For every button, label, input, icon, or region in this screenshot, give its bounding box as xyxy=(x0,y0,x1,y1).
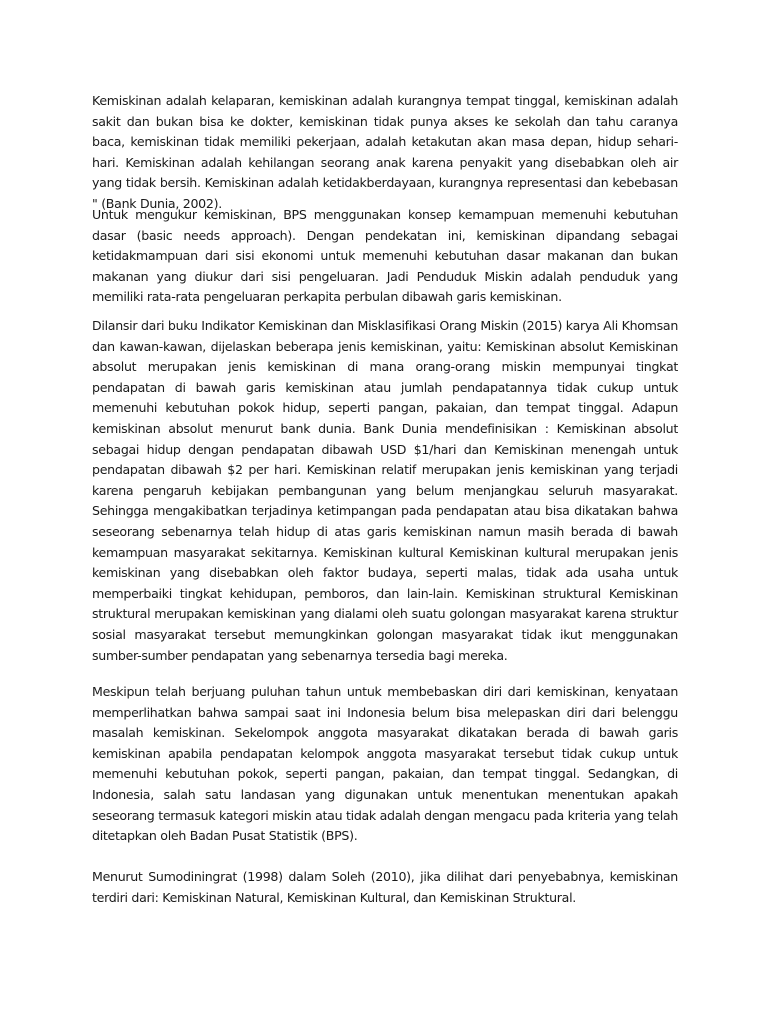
paragraph-indonesia-poverty: Meskipun telah berjuang puluhan tahun untuk membebaskan diri dari kemiskinan, kenyataan memperlihatkan bahwa sampai saat ini Indonesia belum bisa melepaskan diri dari belenggu masalah kemiskinan. Sekelompok anggota masyarakat dikatakan berada di bawah garis kemiskinan apabila pendapatan kelompok anggota masyarakat tersebut tidak cukup untuk memenuhi kebutuhan pokok, seperti pangan, pakaian, dan tempat tinggal. Sedangkan, di Indonesia, salah satu landasan yang digunakan untuk menentukan menentukan apakah seseorang termasuk kategori miskin atau tidak adalah dengan mengacu pada kriteria yang telah ditetapkan oleh Badan Pusat Statistik (BPS). xyxy=(92,684,679,844)
paragraph-bps-measurement: Untuk mengukur kemiskinan, BPS menggunakan konsep kemampuan memenuhi kebutuhan dasar (basic needs approach). Dengan pendekatan ini, kemiskinan dipandang sebagai ketidakmampuan dari sisi ekonomi untuk memenuhi kebutuhan dasar makanan dan bukan makanan yang diukur dari sisi pengeluaran. Jadi Penduduk Miskin adalah penduduk yang memiliki rata-rata pengeluaran perkapita perbulan dibawah garis kemiskinan. xyxy=(92,207,678,305)
paragraph-types-of-poverty: Dilansir dari buku Indikator Kemiskinan dan Misklasifikasi Orang Miskin (2015) karya Ali Khomsan dan kawan-kawan, dijelaskan beberapa jenis kemiskinan, yaitu: Kemiskinan absolut Kemiskinan absolut merupakan jenis kemiskinan di mana orang-orang miskin mempunyai tingkat pendapatan di bawah garis kemiskinan atau jumlah pendapatannya tidak cukup untuk memenuhi kebutuhan pokok hidup, seperti pangan, pakaian, dan tempat tinggal. Adapun kemiskinan absolut menurut bank dunia. Bank Dunia mendefinisikan : Kemiskinan absolut sebagai hidup dengan pendapatan dibawah USD $1/hari dan Kemiskinan menengah untuk pendapatan dibawah $2 per hari. Kemiskinan relatif merupakan jenis kemiskinan yang terjadi karena pengaruh kebijakan pembangunan yang belum menjangkau seluruh masyarakat. Sehingga mengakibatkan terjadinya ketimpangan pada pendapatan atau bisa dikatakan bahwa seseorang sebenarnya telah hidup di atas garis kemiskinan namun masih berada di bawah kemampuan masyarakat sekitarnya. Kemiskinan kultural Kemiskinan kultural merupakan jenis kemiskinan yang disebabkan oleh faktor budaya, seperti malas, tidak ada usaha untuk memperbaiki tingkat kehidupan, pemboros, dan lain-lain. Kemiskinan struktural Kemiskinan struktural merupakan kemiskinan yang dialami oleh suatu golongan masyarakat karena struktur sosial masyarakat tersebut memungkinkan golongan masyarakat tidak ikut menggunakan sumber-sumber pendapatan yang sebenarnya tersedia bagi mereka. xyxy=(92,318,678,663)
paragraph-definition-bank-dunia: Kemiskinan adalah kelaparan, kemiskinan adalah kurangnya tempat tinggal, kemiskinan adalah sakit dan bukan bisa ke dokter, kemiskinan tidak punya akses ke sekolah dan tahu caranya baca, kemiskinan tidak memiliki pekerjaan, adalah ketakutan akan masa depan, hidup sehari-hari. Kemiskinan adalah kehilangan seorang anak karena penyakit yang disebabkan oleh air yang tidak bersih. Kemiskinan adalah ketidakberdayaan, kurangnya representasi dan kebebasan " (Bank Dunia, 2002). xyxy=(92,93,678,211)
paragraph-causes-of-poverty: Menurut Sumodiningrat (1998) dalam Soleh (2010), jika dilihat dari penyebabnya, kemiskinan terdiri dari: Kemiskinan Natural, Kemiskinan Kultural, dan Kemiskinan Struktural. xyxy=(92,869,678,905)
